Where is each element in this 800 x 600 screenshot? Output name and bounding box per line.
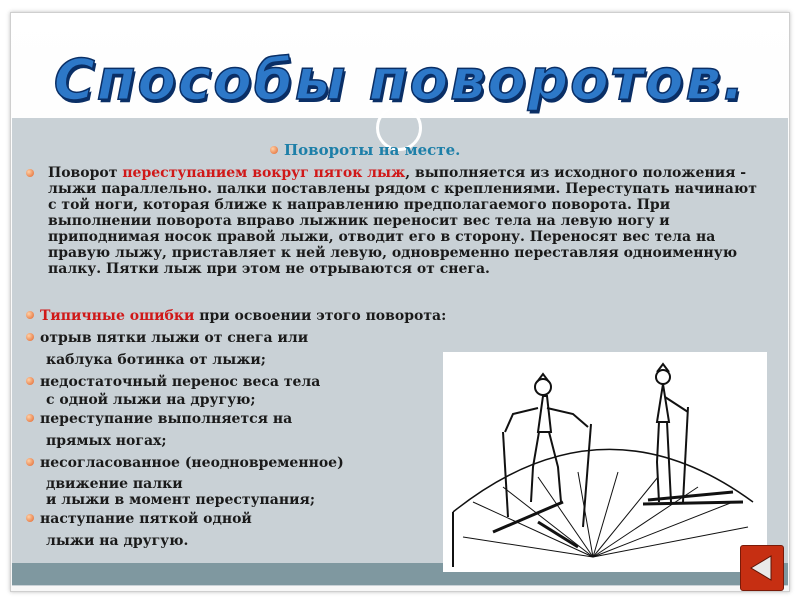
list-item bbox=[26, 511, 252, 527]
list-item bbox=[26, 455, 344, 471]
list-item bbox=[46, 533, 188, 549]
list-item-text: несогласованное (неодновременное) bbox=[40, 455, 344, 471]
skier-illustration bbox=[443, 352, 767, 572]
bullet-icon bbox=[26, 458, 34, 466]
list-item-text: отрыв пятки лыжи от снега или bbox=[40, 330, 309, 346]
list-item-text: прямых ногах; bbox=[46, 433, 167, 449]
subtitle-line bbox=[270, 142, 460, 158]
skier-illustration-svg bbox=[443, 352, 767, 572]
list-item bbox=[26, 411, 292, 427]
bullet-icon bbox=[26, 169, 34, 177]
subtitle: Повороты на месте. bbox=[284, 141, 461, 159]
list-item-text: наступание пяткой одной bbox=[40, 511, 252, 527]
description-lead: Поворот bbox=[48, 165, 123, 181]
list-item-text: каблука ботинка от лыжи; bbox=[46, 352, 266, 368]
list-item bbox=[46, 433, 167, 449]
list-item bbox=[46, 352, 266, 368]
list-item bbox=[46, 476, 183, 492]
bullet-icon bbox=[26, 514, 34, 522]
description-text bbox=[48, 165, 768, 277]
list-item-text: переступание выполняется на bbox=[40, 411, 293, 427]
list-item bbox=[46, 492, 315, 508]
errors-rest: при освоении этого поворота: bbox=[194, 308, 447, 324]
bullet-icon bbox=[26, 414, 34, 422]
list-item-text: движение палки bbox=[46, 476, 183, 492]
bullet-icon bbox=[26, 333, 34, 341]
errors-highlight: Типичные ошибки bbox=[40, 308, 195, 324]
bullet-icon bbox=[270, 146, 278, 154]
list-item-text: с одной лыжи на другую; bbox=[46, 392, 256, 408]
list-item bbox=[26, 374, 320, 390]
slide-title: Способы поворотов. bbox=[53, 48, 747, 113]
description-highlight: переступанием вокруг пяток лыж bbox=[122, 165, 406, 181]
list-item bbox=[46, 392, 256, 408]
description-rest: , выполняется из исходного положения - лыжи параллельно. палки поставлены рядом с креплениями. Переступать начинают с той ноги, которая ближе к направлению предполагаемого поворота. При выполнении поворота вправо лыжник переносит вес тела на левую ногу и приподнимая носок правой лыжи, отводит его в сторону. Переносят вес тела на правую лыжу, приставляет к ней левую, одновременно переставляя одноименную палку. Пятки лыж при этом не отрываются от снега. bbox=[48, 165, 757, 277]
bullet-icon bbox=[26, 377, 34, 385]
list-item-text: лыжи на другую. bbox=[46, 533, 189, 549]
back-button[interactable] bbox=[740, 545, 784, 591]
list-item bbox=[26, 330, 308, 346]
bullet-icon bbox=[26, 311, 34, 319]
description-paragraph bbox=[28, 165, 768, 277]
back-arrow-icon bbox=[741, 546, 783, 590]
errors-intro bbox=[26, 308, 446, 324]
list-item-text: и лыжи в момент переступания; bbox=[46, 492, 315, 508]
list-item-text: недостаточный перенос веса тела bbox=[40, 374, 321, 390]
